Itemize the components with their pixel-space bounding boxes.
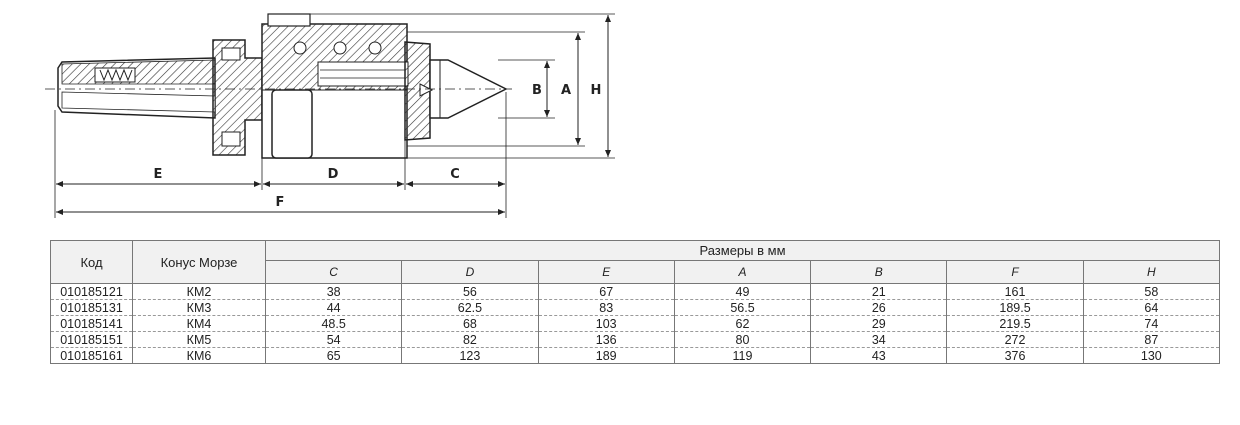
cell-e: 83: [538, 300, 674, 316]
header-dim-h: H: [1083, 261, 1219, 284]
cell-a: 56.5: [674, 300, 810, 316]
cell-d: 123: [402, 348, 538, 364]
cell-code: 010185141: [51, 316, 133, 332]
cell-h: 74: [1083, 316, 1219, 332]
nose-and-tip: [405, 42, 506, 140]
dim-label-d: D: [327, 167, 339, 182]
cell-h: 64: [1083, 300, 1219, 316]
cell-taper: КМ5: [133, 332, 266, 348]
dim-label-e: E: [153, 167, 163, 182]
cell-h: 130: [1083, 348, 1219, 364]
dimensions-table: [50, 240, 1220, 364]
cell-c: 38: [266, 284, 402, 300]
dim-label-c: C: [450, 167, 460, 182]
dim-label-f: F: [275, 195, 285, 210]
cell-a: 62: [674, 316, 810, 332]
cell-e: 189: [538, 348, 674, 364]
cell-b: 26: [811, 300, 947, 316]
cell-taper: КМ4: [133, 316, 266, 332]
cell-f: 376: [947, 348, 1083, 364]
cell-h: 58: [1083, 284, 1219, 300]
cell-b: 21: [811, 284, 947, 300]
cell-e: 67: [538, 284, 674, 300]
cell-code: 010185121: [51, 284, 133, 300]
cell-e: 103: [538, 316, 674, 332]
cell-code: 010185161: [51, 348, 133, 364]
header-dim-c: C: [266, 261, 402, 284]
header-dimensions-group: Размеры в мм: [266, 241, 1220, 261]
morse-taper-shank: [58, 58, 215, 118]
cell-b: 29: [811, 316, 947, 332]
table-row: [51, 332, 1220, 348]
cell-c: 54: [266, 332, 402, 348]
table-row: [51, 348, 1220, 364]
cell-h: 87: [1083, 332, 1219, 348]
cell-f: 219.5: [947, 316, 1083, 332]
cell-d: 56: [402, 284, 538, 300]
cell-c: 65: [266, 348, 402, 364]
flange-cap: [213, 40, 262, 155]
cell-c: 44: [266, 300, 402, 316]
cell-d: 68: [402, 316, 538, 332]
cell-taper: КМ2: [133, 284, 266, 300]
header-dim-a: A: [674, 261, 810, 284]
dim-label-h: H: [590, 83, 602, 98]
cell-code: 010185131: [51, 300, 133, 316]
table-row: [51, 284, 1220, 300]
dim-label-b: B: [532, 83, 542, 98]
main-body: [262, 14, 408, 158]
cell-b: 34: [811, 332, 947, 348]
header-dim-d: D: [402, 261, 538, 284]
cell-f: 189.5: [947, 300, 1083, 316]
table-row: [51, 316, 1220, 332]
cell-taper: КМ3: [133, 300, 266, 316]
cell-b: 43: [811, 348, 947, 364]
cell-f: 161: [947, 284, 1083, 300]
cell-a: 49: [674, 284, 810, 300]
table-row: [51, 300, 1220, 316]
cell-d: 62.5: [402, 300, 538, 316]
cell-d: 82: [402, 332, 538, 348]
cell-c: 48.5: [266, 316, 402, 332]
cell-f: 272: [947, 332, 1083, 348]
dim-label-a: A: [560, 83, 572, 98]
cell-taper: КМ6: [133, 348, 266, 364]
cell-a: 119: [674, 348, 810, 364]
header-code: Код: [51, 241, 133, 284]
header-morse-taper: Конус Морзе: [133, 241, 266, 284]
header-dim-f: F: [947, 261, 1083, 284]
header-dim-e: E: [538, 261, 674, 284]
header-dim-b: B: [811, 261, 947, 284]
cell-e: 136: [538, 332, 674, 348]
cell-code: 010185151: [51, 332, 133, 348]
cell-a: 80: [674, 332, 810, 348]
